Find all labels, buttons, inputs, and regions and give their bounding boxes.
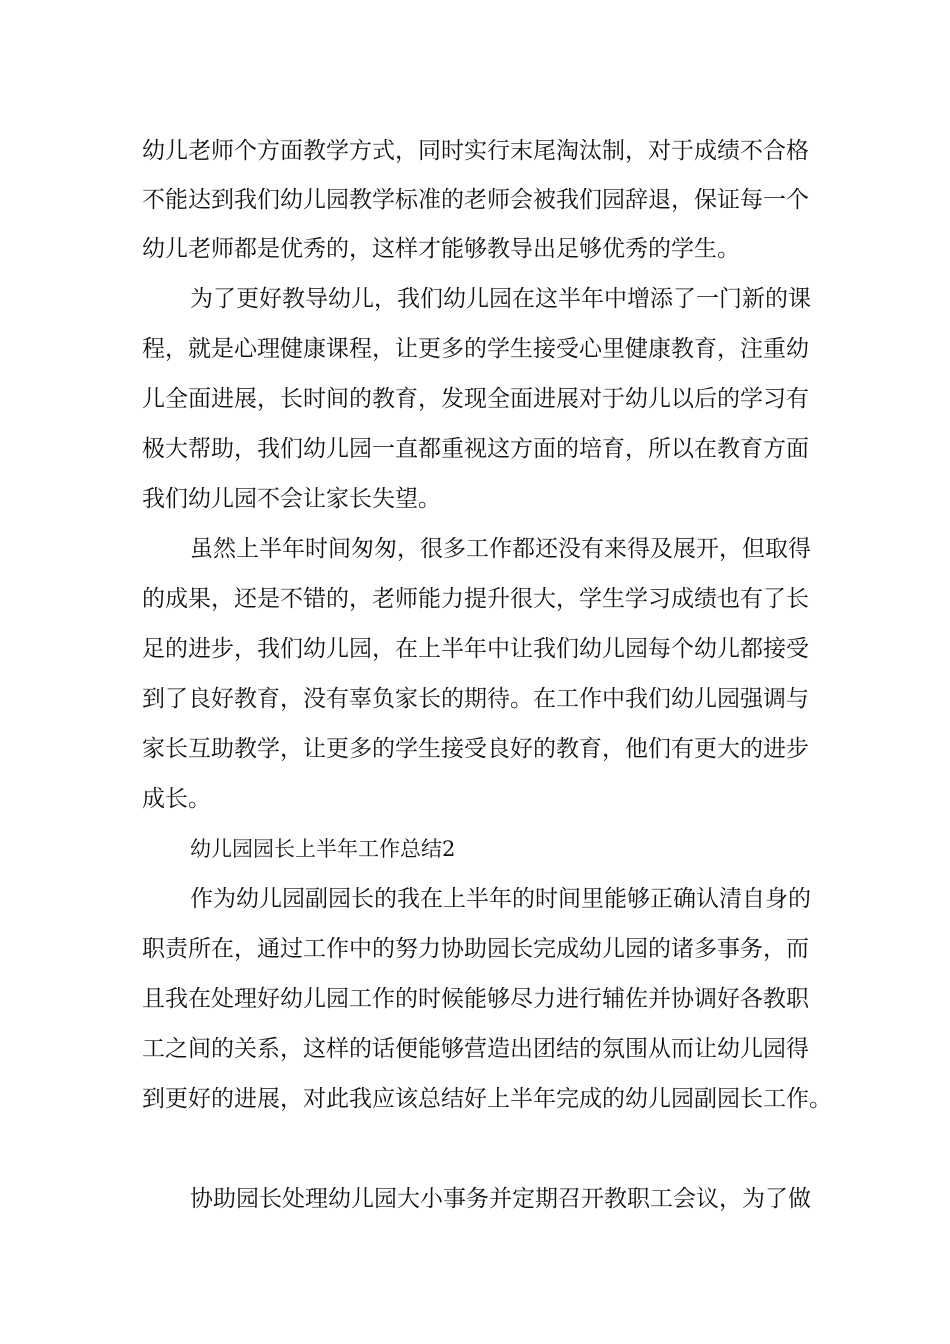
text-line: 工之间的关系，这样的话便能够营造出团结的氛围从而让幼儿园得 (142, 1036, 809, 1062)
text-line: 极大帮助，我们幼儿园一直都重视这方面的培育，所以在教育方面 (142, 436, 809, 462)
section-heading: 幼儿园园长上半年工作总结2 (190, 837, 456, 861)
paragraph-start-line: 协助园长处理幼儿园大小事务并定期召开教职工会议，为了做 (190, 1186, 811, 1212)
text-line: 我们幼儿园不会让家长失望。 (142, 486, 441, 512)
text-line: 幼儿老师个方面教学方式，同时实行末尾淘汰制，对于成绩不合格 (142, 138, 809, 164)
text-line: 儿全面进展，长时间的教育，发现全面进展对于幼儿以后的学习有 (142, 386, 809, 412)
text-line: 幼儿老师都是优秀的，这样才能够教导出足够优秀的学生。 (142, 236, 740, 262)
paragraph-start-line: 作为幼儿园副园长的我在上半年的时间里能够正确认清自身的 (190, 886, 811, 912)
text-line: 成长。 (142, 786, 211, 812)
paragraph-start-line: 虽然上半年时间匆匆，很多工作都还没有来得及展开，但取得 (190, 536, 811, 562)
text-line: 且我在处理好幼儿园工作的时候能够尽力进行辅佐并协调好各教职 (142, 986, 809, 1012)
text-line: 职责所在，通过工作中的努力协助园长完成幼儿园的诸多事务，而 (142, 936, 809, 962)
paragraph-start-line: 为了更好教导幼儿，我们幼儿园在这半年中增添了一门新的课 (190, 286, 811, 312)
text-line: 到了良好教育，没有辜负家长的期待。在工作中我们幼儿园强调与 (142, 686, 809, 712)
text-line: 程，就是心理健康课程，让更多的学生接受心里健康教育，注重幼 (142, 336, 809, 362)
text-line: 到更好的进展，对此我应该总结好上半年完成的幼儿园副园长工作。 (142, 1086, 832, 1112)
text-line: 的成果，还是不错的，老师能力提升很大，学生学习成绩也有了长 (142, 586, 809, 612)
text-line: 不能达到我们幼儿园教学标准的老师会被我们园辞退，保证每一个 (142, 187, 809, 213)
text-line: 家长互助教学，让更多的学生接受良好的教育，他们有更大的进步 (142, 736, 809, 762)
text-line: 足的进步，我们幼儿园，在上半年中让我们幼儿园每个幼儿都接受 (142, 636, 809, 662)
